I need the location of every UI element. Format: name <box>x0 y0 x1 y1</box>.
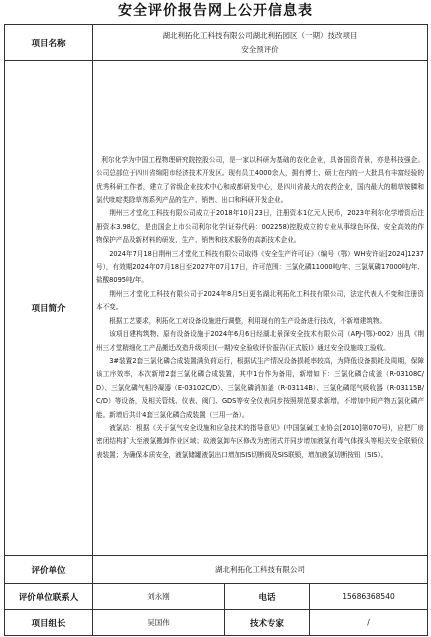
row-project-intro <box>5 61 428 556</box>
contact-name: 刘永刚 <box>93 584 225 610</box>
intro-paragraph: 荆州三才堂化工科技有限公司于2024年8月5日更名湖北利拓化工科技有限公司，法定代表人不变和注册资本不变。 <box>96 289 424 312</box>
project-name-value <box>93 25 428 61</box>
contact-label: 评价单位联系人 <box>5 584 93 610</box>
phone-value: 15686368540 <box>310 584 428 610</box>
project-name-label: 项目名称 <box>5 25 93 61</box>
row-contact <box>5 584 428 610</box>
row-project-name <box>5 25 428 61</box>
project-intro-value <box>93 61 428 556</box>
tech-lead-label: 技术专家 <box>225 610 310 636</box>
intro-paragraph: 2024年7月18日荆州三才堂化工科技有限公司取得《安全生产许可证》（编号（鄂）WH安许证[2024]1237号），有效期2024年07月18日至2027年07月17日，许可范围：三氯化磷11000吨/年、三氯氧磷17000吨/年、盐酸8095吨/年。 <box>96 249 424 285</box>
project-intro-label: 项目简介 <box>5 61 93 556</box>
row-evaluation-unit <box>5 556 428 584</box>
intro-paragraph: 荆州三才堂化工科技有限公司成立于2018年10月23日，注册资本1亿元人民币，2023年利尔化学增资后注册资本3.98亿，是由国企上市公司利尔化学(证券代码：002258)控股成立的专业从事绿色环保、安全高效的作物保护产品及新材料的研发、生产、销售和技术服务的高新技术企业。 <box>96 209 424 245</box>
page-title: 安全评价报告网上公开信息表 <box>118 3 313 19</box>
team-lead-name: 吴国伟 <box>93 610 225 636</box>
intro-paragraph: 3#装置2套三氯化磷合成装置满负荷运行，根据试生产情况设备损耗率较高，为降低设备损耗及周期，保障该工序效率，本次新增2套三氯化磷合成装置，其中1台作为备用，新增如下：三氯化磷合成釜（R-03108C/D）、三氯化磷气相冷凝器（E-03102C/D）、三氯化磷消加釜（R-03114B）、三氯化磷尾气吸收器（R-03115B/C/D）等设备，及相关管线、仪表、阀门、GDS等安全仪表同步按照规范要求新增。不增加中间产物五氯化磷产能。新增后共计4套三氯化磷合成装置（三用一备）。 <box>96 356 424 419</box>
project-name-line2: 安全预评价 <box>241 44 279 54</box>
row-team-lead <box>5 610 428 636</box>
project-name-line1: 湖北利拓化工科技有限公司湖北利拓园区（一期）技改项目 <box>162 30 358 40</box>
evaluation-unit-value: 湖北利拓化工科技有限公司 <box>93 556 428 584</box>
info-table <box>4 24 428 636</box>
evaluation-unit-label: 评价单位 <box>5 556 93 584</box>
team-lead-label: 项目组长 <box>5 610 93 636</box>
phone-label: 电话 <box>225 584 310 610</box>
intro-paragraph: 根据工艺要求，利拓化工对设备设施进行调整，利用现有的生产设备进行技改，不新增建筑物。 <box>109 316 387 325</box>
intro-paragraph: 利尔化学为中国工程物理研究院控股公司，是一家以科研为基础的农化企业，具备国资背景，亦是科技强企。公司总部位于四川省绵阳市经济技术开发区。现有员工4000余人，拥有博士、硕士在内的一大批具有丰富经验的优秀科研工作者，建立了省级企业技术中心和成都研发中心，是四川省最大的农药企业，国内最大的精草铵膦和氯代吡啶类除草剂系列产品的生产、销售、出口和科研开发企业。 <box>96 155 424 205</box>
intro-paragraph: 液氯站：根据《关于氯气安全设施和应急技术的指导意见》(中国氯碱工业协会[2010]第070号)，应把厂房密闭结构扩大至液氯搬卸作业区域；故液氯卸车区修改为密闭式并同步增加液氯有毒气体探头等相关安全联锁仪表装置；为确保本质安全，液氯储罐液氯出口增加SIS切断阀及SIS联锁，增加液氯切断按钮（SIS）。 <box>96 423 424 459</box>
tech-lead-value: / <box>310 610 428 636</box>
intro-paragraph: 该项目建构筑物、原有设备设施于2024年6月6日经湖北景深安全技术有限公司（APJ-(鄂)-002）出具《荆州三才堂精细化工产品搬迁改造升级项目(一期)安全验收评价报告(正式版)》通过安全设施竣工验收。 <box>96 330 424 352</box>
